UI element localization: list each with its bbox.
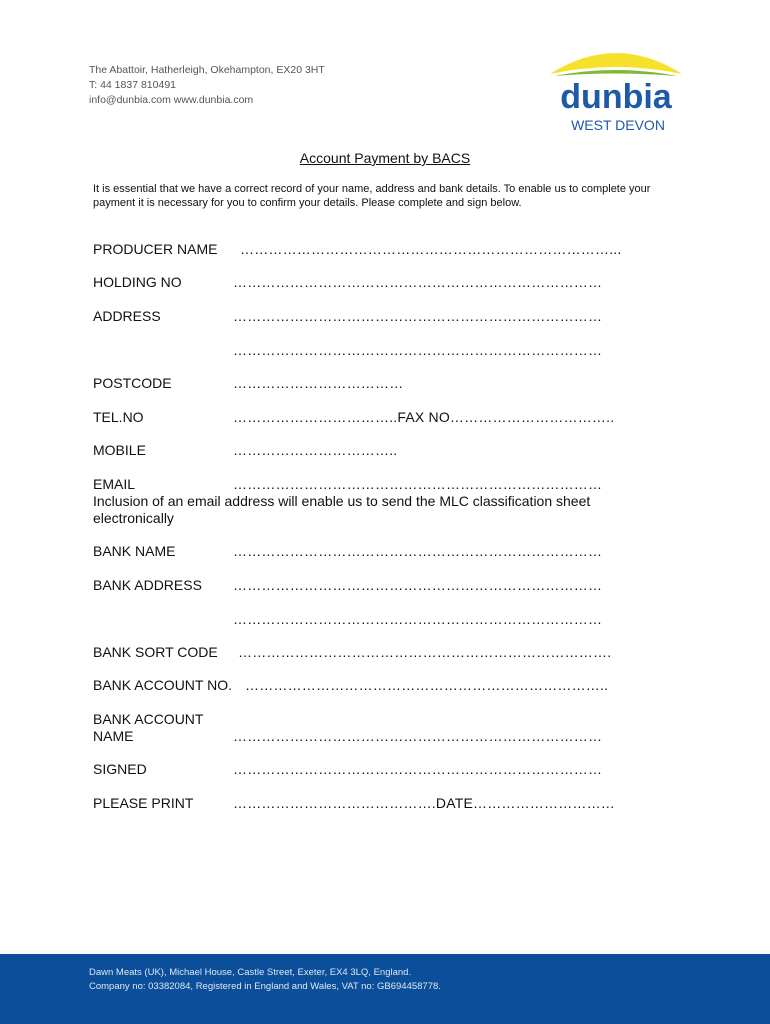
logo-subtitle: WEST DEVON (571, 117, 665, 133)
address-label: ADDRESS (93, 308, 161, 324)
postcode-field[interactable]: ……………………………… (233, 375, 404, 391)
bank-address-label: BANK ADDRESS (93, 577, 202, 593)
footer-text (89, 966, 441, 994)
address-field-2[interactable]: …………………………………………………………………… (233, 342, 603, 358)
bank-address-field-2[interactable]: …………………………………………………………………… (233, 611, 603, 627)
bank-name-label: BANK NAME (93, 543, 176, 559)
email-note: Inclusion of an email address will enable us to send the MLC classification sheet electronically (93, 493, 591, 526)
dunbia-logo (536, 38, 696, 134)
holding-no-field[interactable]: …………………………………………………………………… (233, 274, 603, 290)
email-field[interactable]: …………………………………………………………………… (233, 476, 603, 492)
address-line: The Abattoir, Hatherleigh, Okehampton, EX20 3HT (89, 64, 325, 76)
footer-address-line: Dawn Meats (UK), Michael House, Castle Street, Exeter, EX4 3LQ, England. (89, 967, 412, 978)
form-title: Account Payment by BACS (299, 150, 471, 166)
please-print-label: PLEASE PRINT (93, 795, 194, 811)
account-name-label-1: BANK ACCOUNT (93, 711, 204, 727)
sort-code-label: BANK SORT CODE (93, 644, 218, 660)
producer-name-label: PRODUCER NAME (93, 241, 218, 257)
form-intro: It is essential that we have a correct record of your name, address and bank details. To enable us to complete your payment it is necessary for you to confirm your details. Please complete and sign below. (93, 183, 651, 209)
company-address-block (89, 63, 325, 108)
bank-address-field-1[interactable]: …………………………………………………………………… (233, 577, 603, 593)
tel-label: TEL.NO (93, 409, 144, 425)
sort-code-field[interactable]: ……………………………………………………………………. (238, 644, 612, 660)
producer-name-field[interactable]: ……………………………………………………………………... (240, 241, 622, 257)
account-name-label-2: NAME (93, 728, 134, 744)
bank-name-field[interactable]: …………………………………………………………………… (233, 543, 603, 559)
mobile-field[interactable]: …………………………….. (233, 442, 398, 458)
email-label: EMAIL (93, 476, 136, 492)
logo-wordmark: dunbia (560, 78, 672, 116)
mobile-label: MOBILE (93, 442, 146, 458)
please-print-date-field[interactable]: …………………………………….DATE………………………… (233, 795, 615, 811)
signed-label: SIGNED (93, 761, 147, 777)
signed-field[interactable]: …………………………………………………………………… (233, 761, 603, 777)
address-field-1[interactable]: …………………………………………………………………… (233, 308, 603, 324)
footer-company-line: Company no: 03382084, Registered in England and Wales, VAT no: GB694458778. (89, 981, 441, 992)
tel-fax-field[interactable]: ……………………………..FAX NO…………………………….. (233, 409, 615, 425)
account-no-field[interactable]: ………………………………………………………………….. (245, 677, 609, 693)
account-no-label: BANK ACCOUNT NO. (93, 677, 232, 693)
contact-line: info@dunbia.com www.dunbia.com (89, 94, 254, 106)
phone-line: T: 44 1837 810491 (89, 79, 176, 91)
postcode-label: POSTCODE (93, 375, 172, 391)
account-name-field[interactable]: …………………………………………………………………… (233, 728, 603, 744)
footer-bar (0, 954, 770, 1024)
holding-no-label: HOLDING NO (93, 274, 182, 290)
